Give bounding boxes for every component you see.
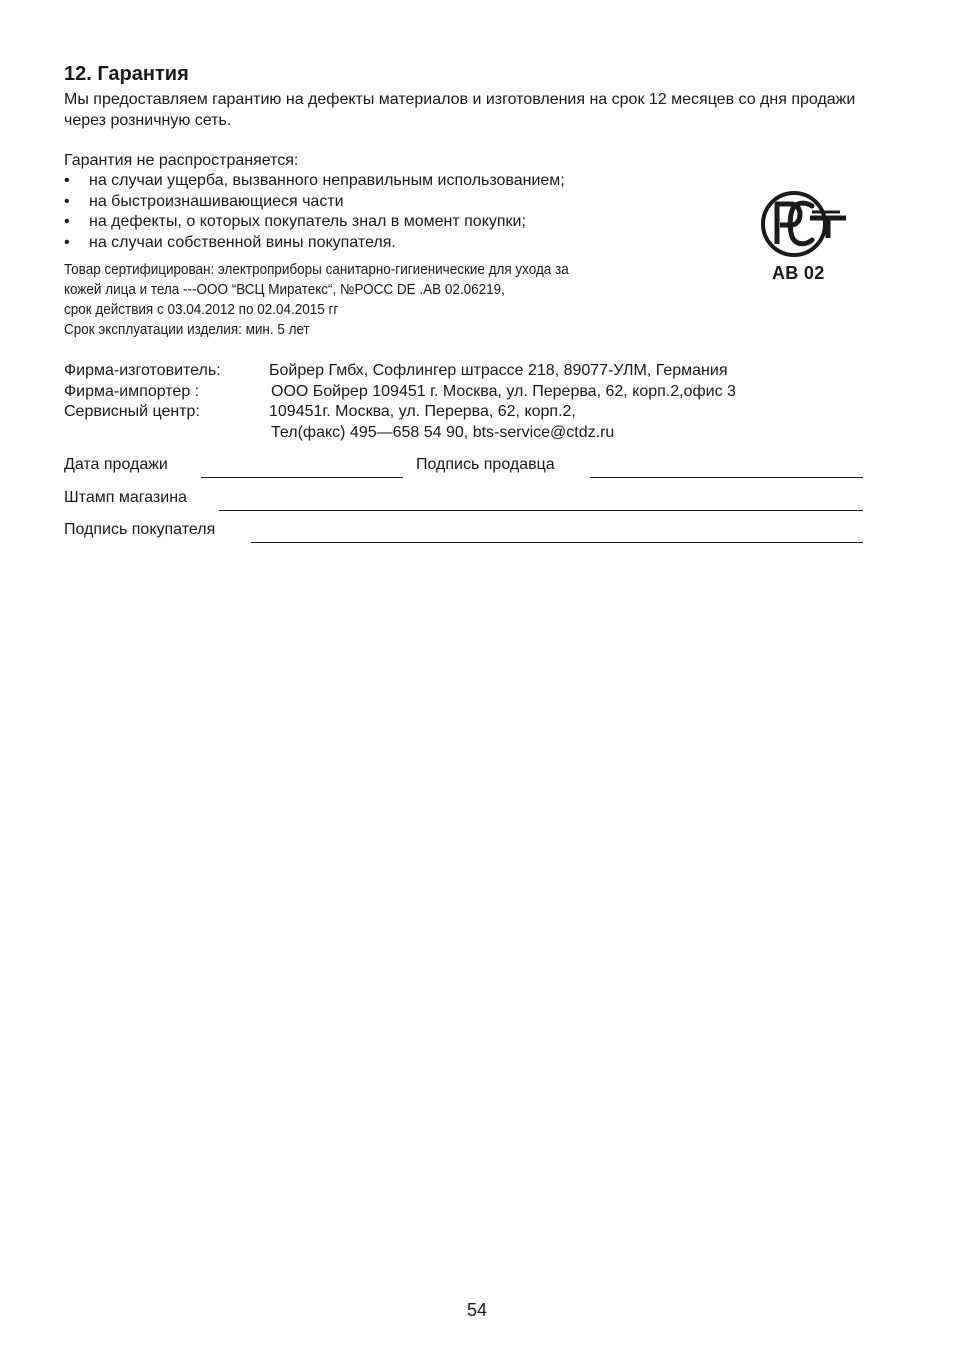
bullet-icon: • xyxy=(64,192,70,210)
exclusion-text: на случаи собственной вины покупателя. xyxy=(89,233,396,251)
certification-line: кожей лица и тела ---ООО “ВСЦ Миратекс“, №РОСС DE .АВ 02.06219, xyxy=(64,282,505,298)
buyer-signature-label: Подпись покупателя xyxy=(64,521,216,538)
list-item xyxy=(64,171,565,192)
certification-code: АВ 02 xyxy=(772,263,825,283)
seller-signature-label: Подпись продавца xyxy=(416,456,555,473)
bullet-icon: • xyxy=(64,213,70,230)
list-item xyxy=(64,192,565,213)
rst-certification-mark-icon xyxy=(760,190,850,260)
manufacturer-label: Фирма-изготовитель: xyxy=(64,362,221,379)
certification-line: срок действия с 03.04.2012 по 02.04.2015 гг xyxy=(64,302,339,318)
service-row xyxy=(64,402,736,423)
importer-value: ООО Бойрер 109451 г. Москва, ул. Перерва, 62, корп.2,офис 3 xyxy=(271,382,736,400)
exclusions-list xyxy=(64,171,565,253)
shop-stamp-line xyxy=(219,510,863,511)
service-contact-row xyxy=(64,423,736,444)
certification-line: Товар сертифицирован: электроприборы санитарно-гигиенические для ухода за xyxy=(64,262,569,278)
company-info xyxy=(64,361,736,443)
importer-row xyxy=(64,382,736,403)
service-label: Сервисный центр: xyxy=(64,403,200,420)
seller-signature-line xyxy=(590,477,863,478)
sale-date-line xyxy=(201,477,403,478)
shop-stamp-label: Штамп магазина xyxy=(64,489,187,506)
certification-line: Срок эксплуатации изделия: мин. 5 лет xyxy=(64,322,310,338)
service-value: 109451г. Москва, ул. Перерва, 62, корп.2, xyxy=(269,403,576,420)
exclusion-text: на дефекты, о которых покупатель знал в момент покупки; xyxy=(89,213,526,230)
sale-date-label: Дата продажи xyxy=(64,456,168,473)
manufacturer-row xyxy=(64,361,736,382)
warranty-intro: Мы предоставляем гарантию на дефекты материалов и изготовления на срок 12 месяцев со дня продажи через розничную сеть. xyxy=(64,91,856,129)
list-item xyxy=(64,233,565,254)
list-item xyxy=(64,212,565,233)
bullet-icon: • xyxy=(64,172,70,189)
importer-label: Фирма-импортер : xyxy=(64,382,200,400)
page-title: 12. Гарантия xyxy=(64,63,189,85)
buyer-signature-line xyxy=(251,542,863,543)
manufacturer-value: Бойрер Гмбх, Софлингер штрассе 218, 89077-УЛМ, Германия xyxy=(269,362,728,379)
service-contact: Тел(факс) 495—658 54 90, bts-service@ctdz.ru xyxy=(271,423,615,441)
bullet-icon: • xyxy=(64,233,70,251)
exclusions-heading: Гарантия не распространяется: xyxy=(64,152,299,169)
page-number: 54 xyxy=(466,1300,488,1320)
exclusion-text: на быстроизнашивающиеся части xyxy=(89,192,344,210)
exclusion-text: на случаи ущерба, вызванного неправильным использованием; xyxy=(89,172,565,189)
certification-text xyxy=(64,260,696,340)
